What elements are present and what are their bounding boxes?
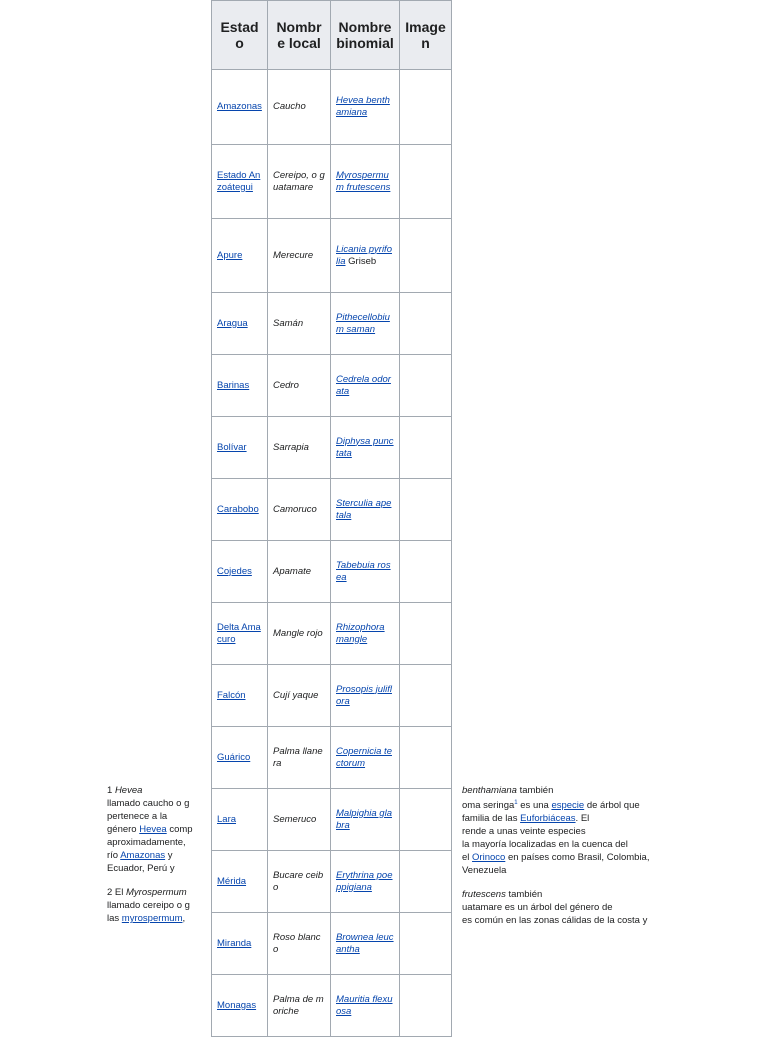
author-abbrev: Griseb <box>348 255 377 267</box>
imagen-cell <box>400 70 452 145</box>
nombre-local-cell: Cedro <box>268 355 331 417</box>
table-row <box>212 219 452 293</box>
left-notes <box>107 784 205 925</box>
nombre-local-cell: Cereipo, o guatamare <box>268 145 331 219</box>
header-nombre-local: Nombre local <box>268 1 331 70</box>
table-row <box>212 355 452 417</box>
estado-link[interactable]: Falcón <box>217 689 246 701</box>
nombre-local-cell: Samán <box>268 293 331 355</box>
table-row <box>212 541 452 603</box>
nombre-local-cell: Merecure <box>268 219 331 293</box>
binomial-link[interactable]: Licania pyrifolia <box>336 243 392 267</box>
estado-link[interactable]: Guárico <box>217 751 251 763</box>
nombre-binomial-cell <box>331 851 400 913</box>
estado-link[interactable]: Estado Anzoátegui <box>217 169 261 193</box>
nombre-local-cell: Semeruco <box>268 789 331 851</box>
table-row <box>212 145 452 219</box>
table-row <box>212 293 452 355</box>
table-row <box>212 665 452 727</box>
nombre-local-cell: Sarrapia <box>268 417 331 479</box>
amazonas-link[interactable]: Amazonas <box>120 850 166 861</box>
right-notes <box>462 784 762 927</box>
estado-link[interactable]: Miranda <box>217 937 252 949</box>
hevea-link[interactable]: Hevea <box>139 824 167 835</box>
estado-link[interactable]: Bolívar <box>217 441 247 453</box>
estado-cell <box>212 417 268 479</box>
binomial-link[interactable]: Erythrina poeppigiana <box>336 869 393 893</box>
estado-link[interactable]: Delta Amacuro <box>217 621 261 645</box>
nombre-binomial-cell <box>331 417 400 479</box>
imagen-cell <box>400 913 452 975</box>
estado-cell <box>212 913 268 975</box>
estado-cell <box>212 727 268 789</box>
nombre-binomial-cell <box>331 727 400 789</box>
imagen-cell <box>400 727 452 789</box>
imagen-cell <box>400 665 452 727</box>
imagen-cell <box>400 293 452 355</box>
right-note-2: frutescens también uatamare es un árbol del género de es común en las zonas cálidas de la costa y <box>462 889 648 927</box>
imagen-cell <box>400 541 452 603</box>
table-row <box>212 603 452 665</box>
estado-link[interactable]: Carabobo <box>217 503 259 515</box>
binomial-link[interactable]: Malpighia glabra <box>336 807 392 831</box>
right-note-1: benthamiana también oma seringa$^1$ es una especie de árbol que familia de las Euforbiáceas. El rende a unas veinte especies la mayoría localizadas en la cuenca del el Orinoco en países como Brasil, Colombia, Venezuela <box>462 785 650 877</box>
left-note-2: 2 El Myrospermum llamado cereipo o g las myrospermum, <box>107 887 190 924</box>
nombre-binomial-cell <box>331 541 400 603</box>
estado-link[interactable]: Monagas <box>217 999 257 1011</box>
binomial-link[interactable]: Rhizophora mangle <box>336 621 385 645</box>
binomial-link[interactable]: Sterculia apetala <box>336 497 392 521</box>
estado-cell <box>212 145 268 219</box>
estado-cell <box>212 851 268 913</box>
estado-cell <box>212 665 268 727</box>
table-row <box>212 70 452 145</box>
nombre-binomial-cell <box>331 355 400 417</box>
euforbiaceas-link[interactable]: Euforbiáceas <box>520 813 576 825</box>
table-row <box>212 851 452 913</box>
table-row <box>212 727 452 789</box>
nombre-binomial-cell <box>331 219 400 293</box>
nombre-binomial-cell <box>331 975 400 1037</box>
estado-cell <box>212 355 268 417</box>
nombre-local-cell: Apamate <box>268 541 331 603</box>
estado-cell <box>212 541 268 603</box>
binomial-link[interactable]: Pithecellobium saman <box>336 311 390 335</box>
nombre-local-cell: Bucare ceibo <box>268 851 331 913</box>
nombre-local-cell: Roso blanco <box>268 913 331 975</box>
binomial-link[interactable]: Hevea benthamiana <box>336 95 390 118</box>
nombre-binomial-cell <box>331 913 400 975</box>
header-nombre-binomial: Nombre binomial <box>331 1 400 70</box>
imagen-cell <box>400 851 452 913</box>
binomial-link[interactable]: Tabebuia rosea <box>336 559 391 583</box>
nombre-local-cell: Cují yaque <box>268 665 331 727</box>
binomial-link[interactable]: Mauritia flexuosa <box>336 993 393 1017</box>
estado-link[interactable]: Aragua <box>217 317 248 329</box>
estado-link[interactable]: Cojedes <box>217 565 252 577</box>
binomial-link[interactable]: Cedrela odorata <box>336 373 391 397</box>
nombre-binomial-cell <box>331 293 400 355</box>
header-imagen: Imagen <box>400 1 452 70</box>
imagen-cell <box>400 975 452 1037</box>
estado-cell <box>212 603 268 665</box>
nombre-binomial-cell <box>331 70 400 145</box>
estado-cell <box>212 293 268 355</box>
nombre-binomial-cell <box>331 145 400 219</box>
imagen-cell <box>400 355 452 417</box>
binomial-link[interactable]: Prosopis juliflora <box>336 683 392 707</box>
estado-link[interactable]: Barinas <box>217 379 250 391</box>
imagen-cell <box>400 145 452 219</box>
binomial-link[interactable]: Brownea leucantha <box>336 931 394 955</box>
table-header-row <box>212 1 452 70</box>
estado-link[interactable]: Amazonas <box>217 101 262 112</box>
binomial-link[interactable]: Copernicia tectorum <box>336 745 392 769</box>
orinoco-link[interactable]: Orinoco <box>472 852 506 864</box>
estado-cell <box>212 975 268 1037</box>
nombre-local-cell: Caucho <box>268 70 331 145</box>
binomial-link[interactable]: Myrospermum frutescens <box>336 169 391 193</box>
table-row <box>212 479 452 541</box>
imagen-cell <box>400 603 452 665</box>
footnote-ref[interactable]: 1 <box>514 800 518 806</box>
nombre-binomial-cell <box>331 789 400 851</box>
estado-cell <box>212 789 268 851</box>
left-note-1: 1 Hevea llamado caucho o g pertenece a la género Hevea comp aproximadamente, río Amazonas y Ecuador, Perú y <box>107 785 193 874</box>
states-trees-table <box>211 0 452 1037</box>
estado-link[interactable]: Apure <box>217 249 243 261</box>
table-row <box>212 417 452 479</box>
imagen-cell <box>400 479 452 541</box>
nombre-binomial-cell <box>331 665 400 727</box>
imagen-cell <box>400 219 452 293</box>
especie-link[interactable]: especie <box>551 800 585 812</box>
header-estado: Estado <box>212 1 268 70</box>
estado-link[interactable]: Mérida <box>217 875 247 887</box>
myrospermum-link[interactable]: myrospermum <box>121 913 183 924</box>
nombre-local-cell: Palma llanera <box>268 727 331 789</box>
estado-cell <box>212 479 268 541</box>
nombre-local-cell: Palma de moriche <box>268 975 331 1037</box>
table-row <box>212 975 452 1037</box>
estado-cell <box>212 70 268 145</box>
binomial-link[interactable]: Diphysa punctata <box>336 435 394 459</box>
imagen-cell <box>400 789 452 851</box>
imagen-cell <box>400 417 452 479</box>
table-row <box>212 913 452 975</box>
estado-cell <box>212 219 268 293</box>
nombre-binomial-cell <box>331 479 400 541</box>
nombre-local-cell: Mangle rojo <box>268 603 331 665</box>
estado-link[interactable]: Lara <box>217 813 237 825</box>
nombre-binomial-cell <box>331 603 400 665</box>
nombre-local-cell: Camoruco <box>268 479 331 541</box>
table-row <box>212 789 452 851</box>
